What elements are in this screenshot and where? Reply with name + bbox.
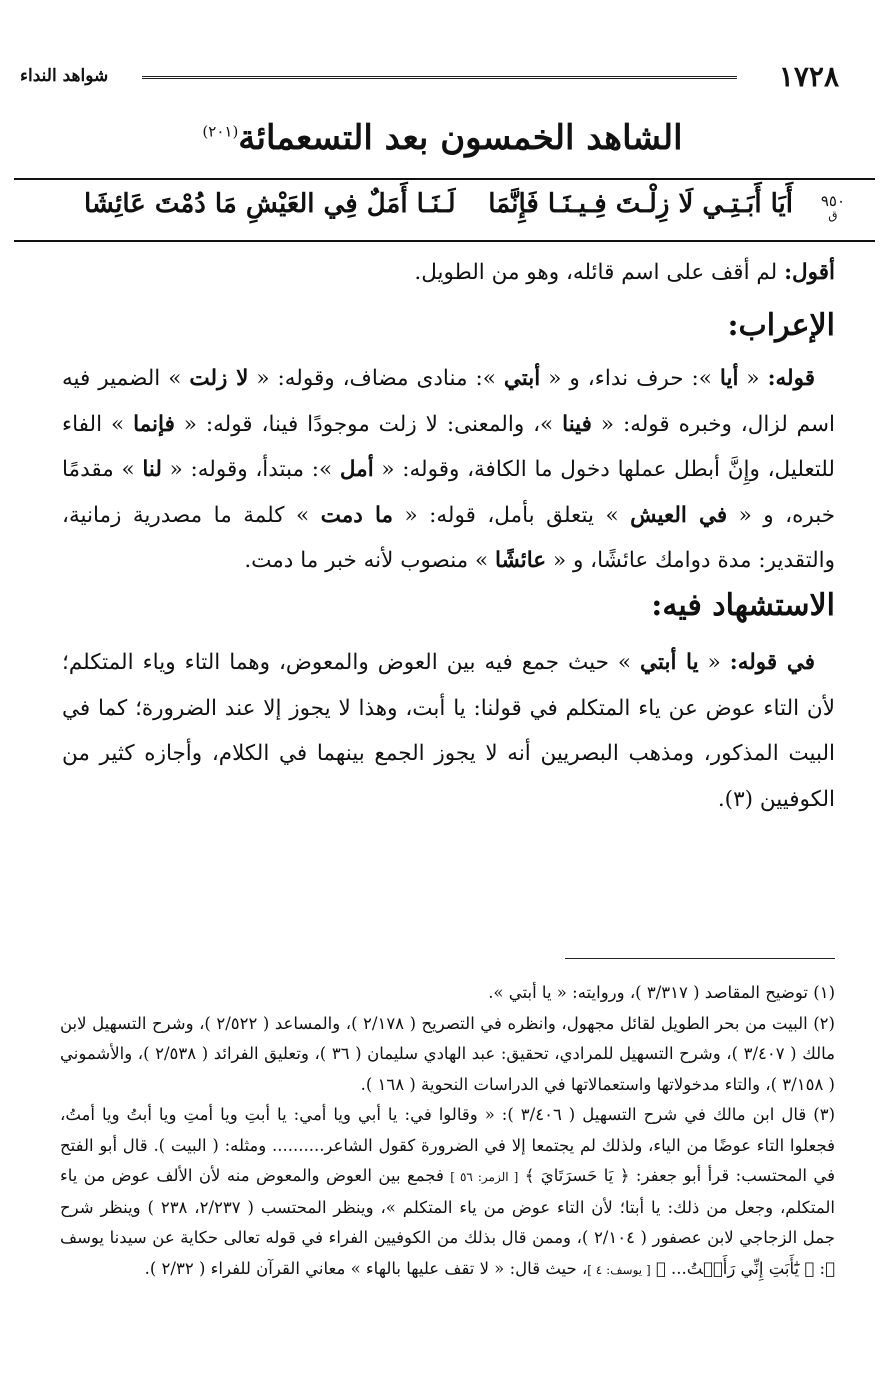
parsing-term: ما دمت [320,502,394,528]
page-header [20,60,865,98]
parsing-paragraph [62,356,835,584]
verse-first-hemistich: أَيَا أَبَـتِـي لَا زِلْـتَ فِـيـنَـا فَإِنَّمَا [488,189,793,219]
citation-text: « [698,650,730,675]
footnote-2: (٢) البيت من بحر الطويل لقائل مجهول، وانظره في التصريح ( ٢/١٧٨ )، والمساعد ( ٢/٥٢٢ )، وشرح التسهيل لابن مالك ( ٣/٤٠٧ )، وشرح التسهيل للمرادي، تحقيق: عبد الهادي سليمان ( ٣٦ )، وتعليق الفرائد ( ٢/٥٣٨ )، والأشموني ( ٣/١٥٨ )، والتاء مدخولاتها واستعمالاتها في الدراسات النحوية ( ١٦٨ ). [60,1013,835,1094]
verse-number [821,194,845,222]
quran-reference: [ الزمر: ٥٦ ] [450,1170,519,1184]
parsing-term: أيا [719,366,739,391]
footnote-1: (١) توضيح المقاصد ( ٣/٣١٧ )، وروايته: « يا أبتي ». [488,983,835,1002]
running-title: شواهد النداء [20,66,109,86]
witness-footnote-ref: (٢٠١) [202,122,239,141]
parsing-term: لنا [142,457,162,482]
parsing-text: » منصوب لأنه خبر ما دمت. [244,548,496,573]
verse-box [14,178,875,242]
header-double-rule [142,76,737,81]
intro-text: لم أقف على اسم قائله، وهو من الطويل. [414,260,785,285]
witness-title [0,118,885,158]
parsing-label: قوله: [767,366,815,391]
intro-label: أقول: [784,260,835,285]
parsing-term: أمل [339,457,374,482]
witness-title-text: الشاهد الخمسون بعد التسعمائة [238,118,683,158]
page-number: ١٧٢٨ [778,60,839,93]
footnotes [60,978,835,1285]
verse-second-hemistich: لَـنَـا أَمَلٌ فِي العَيْشِ مَا دُمْتَ عَائِشَا [84,189,456,219]
parsing-term: أبتي [503,366,541,391]
parsing-text: » يتعلق بأمل، قوله: « [393,502,631,528]
parsing-text: »: مبتدأ، وقوله: « [161,457,340,482]
parsing-heading: الإعراب: [727,308,835,343]
parsing-text: » الضمير فيه اسم لزال، وخبره قوله: « [62,366,835,437]
footnote-3 [60,1100,835,1285]
parsing-text: » مقدمًا خبره، و « [62,457,836,528]
citation-text: » حيث جمع فيه بين العوض والمعوض، وهما التاء وياء المتكلم؛ لأن التاء عوض عن ياء المتكلم في قولنا: يا أبت، وهذا لا يجوز إلا عند الضرورة؛ كما في البيت المذكور، ومذهب البصريين أنه لا يجوز الجمع بينهما في الكلام، وأجازه كثير من الكوفيين [62,650,835,812]
verse-marker: ق [828,208,838,222]
footnote-separator [565,958,835,959]
footnote-3-text: (٣) قال ابن مالك في شرح التسهيل ( ٣/٤٠٦ ): « وقالوا في: يا أبي ويا أمي: يا أبتِ ويا أمتِ ويا أبتُ ويا أمتُ، فجعلوا التاء عوضًا من الياء، ولذلك لم يجتمعا إلا في الضرورة كقول الشاعر.......... ومثله: ( البيت ). قال أبو الفتح في المحتسب: قرأ أبو جعفر: ﴿ يَا حَسرَتَايَ ﴾ [60,1105,836,1185]
intro-paragraph [62,250,835,296]
parsing-text: » كلمة ما مصدرية زمانية، والتقدير: مدة دوامك عائشًا، و « [62,502,835,573]
citation-footnote-ref: (٣). [717,786,760,812]
parsing-term: فإنما [133,411,175,437]
parsing-text: »، والمعنى: لا زلت موجودًا فينا، قوله: « [174,411,563,437]
footnote-3-text: ، حيث قال: « لا تقف عليها بالهاء » معاني القرآن للفراء ( ٢/٣٢ ). [144,1258,588,1278]
verse-number-value: ٩٥٠ [820,192,845,210]
citation-term: يا أبتي [640,650,699,675]
parsing-term: لا زلت [189,366,249,391]
parsing-text: « [738,366,768,391]
citation-heading: الاستشهاد فيه: [651,588,835,623]
parsing-text: »: منادى مضاف، وقوله: « [248,366,504,391]
parsing-term: في العيش [630,502,728,528]
citation-label: في قوله: [729,650,816,675]
parsing-text: »: حرف نداء، و « [540,366,720,391]
citation-paragraph [62,640,835,822]
quran-reference: [ يوسف: ٤ ] [587,1262,651,1277]
footnote-3-text: فجمع بين العوض والمعوض منه لأن الألف عوض من ياء المتكلم، وجعل من ذلك: يا أبتا؛ لأن التاء عوض من ياء المتكلم »، وينظر المحتسب ( ٢/٢٣٧، ٢٣٨ ) وينظر شرح جمل الزجاجي لابن عصفور ( ٢/١٠٤ )، وممن قال بذلك من الكوفيين الفراء في قوله تعالى حكاية عن سيدنا يوسف ﷺ: ﴿ يَٰٓأَبَتِ إِنِّي رَأَيۡتُ... ﴾ [60,1166,835,1278]
parsing-term: فينا [562,411,592,437]
parsing-text: » الفاء للتعليل، وإِنَّ أبطل عملها دخول ما الكافة، وقوله: « [62,411,835,482]
parsing-term: عائشًا [495,548,547,573]
